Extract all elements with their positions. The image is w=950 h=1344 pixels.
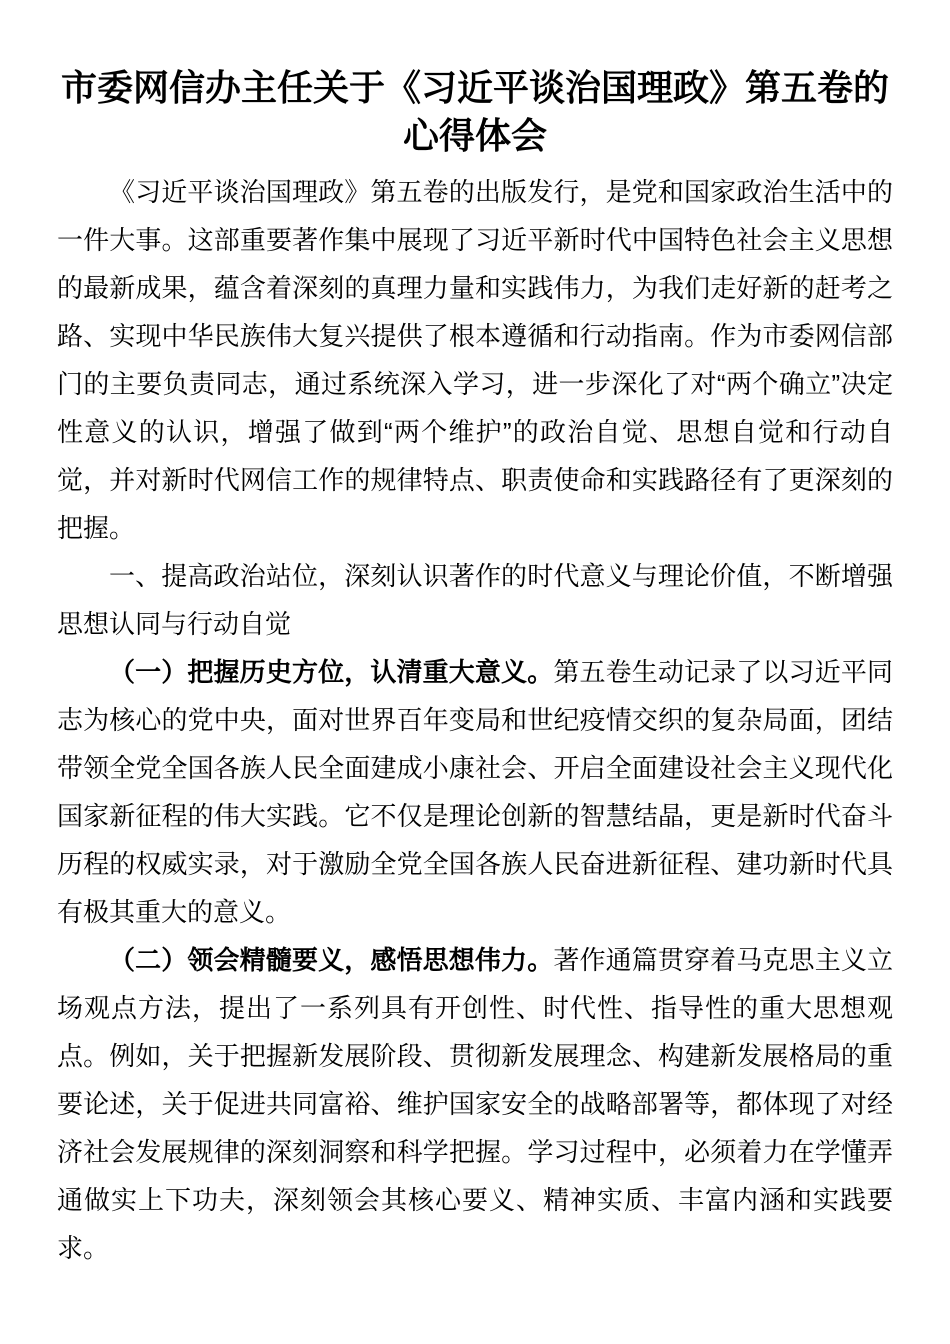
paragraph-point-1-lead: （一）把握历史方位，认清重大意义。: [109, 657, 554, 687]
paragraph-point-2-lead: （二）领会精髓要义，感悟思想伟力。: [109, 945, 554, 975]
paragraph-point-1: [57, 648, 893, 936]
paragraph-point-2: [57, 936, 893, 1272]
paragraph-point-1-text: 第五卷生动记录了以习近平同志为核心的党中央，面对世界百年变局和世纪疫情交织的复杂局面，团结带领全党全国各族人民全面建成小康社会、开启全面建设社会主义现代化国家新征程的伟大实践。它不仅是理论创新的智慧结晶，更是新时代奋斗历程的权威实录，对于激励全党全国各族人民奋进新征程、建功新时代具有极其重大的意义。: [57, 657, 893, 927]
document-title: 市委网信办主任关于《习近平谈治国理政》第五卷的心得体会: [60, 67, 889, 156]
section-heading-1-text: 一、提高政治站位，深刻认识著作的时代意义与理论价值，不断增强思想认同与行动自觉: [57, 561, 893, 639]
paragraph-point-2-text: 著作通篇贯穿着马克思主义立场观点方法，提出了一系列具有开创性、时代性、指导性的重大思想观点。例如，关于把握新发展阶段、贯彻新发展理念、构建新发展格局的重要论述，关于促进共同富裕、维护国家安全的战略部署等，都体现了对经济社会发展规律的深刻洞察和科学把握。学习过程中，必须着力在学懂弄通做实上下功夫，深刻领会其核心要义、精神实质、丰富内涵和实践要求。: [57, 945, 893, 1263]
section-heading-1: [57, 552, 893, 648]
paragraph-intro-text: 《习近平谈治国理政》第五卷的出版发行，是党和国家政治生活中的一件大事。这部重要著作集中展现了习近平新时代中国特色社会主义思想的最新成果，蕴含着深刻的真理力量和实践伟力，为我们走好新的赶考之路、实现中华民族伟大复兴提供了根本遵循和行动指南。作为市委网信部门的主要负责同志，通过系统深入学习，进一步深化了对“两个确立”决定性意义的认识，增强了做到“两个维护”的政治自觉、思想自觉和行动自觉，并对新时代网信工作的规律特点、职责使命和实践路径有了更深刻的把握。: [57, 177, 893, 543]
paragraph-intro: [57, 168, 893, 552]
